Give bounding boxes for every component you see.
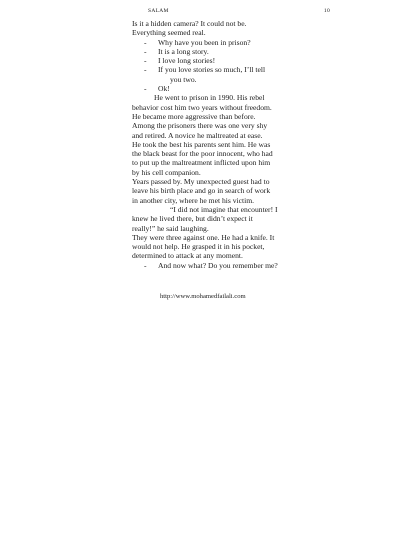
text-line: They were three against one. He had a knife. It	[132, 232, 275, 242]
dash-mark: -	[144, 46, 147, 56]
dialogue-text: And now what? Do you remember me?	[158, 260, 278, 270]
dialogue-continuation: you two.	[170, 74, 197, 84]
text-line: “I did not imagine that encounter! I	[170, 204, 278, 214]
dash-mark: -	[144, 84, 147, 94]
page-number: 10	[323, 8, 330, 14]
dash-mark: -	[144, 56, 147, 66]
text-line: would not help. He grasped it in his pocket,	[132, 242, 265, 252]
text-line: behavior cost him two years without freedom.	[132, 102, 272, 112]
dialogue-line	[132, 65, 315, 74]
running-header	[148, 8, 330, 18]
text-line: leave his birth place and go in search of work	[132, 186, 271, 196]
text-line: Everything seemed real.	[132, 28, 206, 38]
text-line: by his cell companion.	[132, 167, 201, 177]
text-line: He went to prison in 1990. His rebel	[154, 93, 265, 103]
text-line: to put up the maltreatment inflicted upon him	[132, 158, 271, 168]
dash-mark: -	[144, 65, 147, 75]
text-line: really!” he said laughing.	[132, 223, 209, 233]
dialogue-line	[132, 47, 315, 56]
dialogue-text: I love long stories!	[158, 56, 216, 66]
text-line: determined to attack at any moment.	[132, 251, 243, 261]
text-line: the black beast for the poor innocent, who had	[132, 149, 273, 159]
text-line: Among the prisoners there was one very shy	[132, 121, 268, 131]
dash-mark: -	[144, 260, 147, 270]
text-line: He became more aggressive than before.	[132, 111, 256, 121]
dialogue-line	[132, 261, 315, 270]
dialogue-line	[132, 56, 315, 65]
text-line: Years passed by. My unexpected guest had to	[132, 177, 270, 187]
text-line: knew he lived there, but didn’t expect it	[132, 214, 253, 224]
dash-mark: -	[144, 37, 147, 47]
dialogue-text: Why have you been in prison?	[158, 37, 251, 47]
dialogue-text: Ok!	[158, 84, 170, 94]
text-line: He took the best his parents sent him. He was	[132, 139, 271, 149]
text-line: in another city, where he met his victim.	[132, 195, 255, 205]
text-line: and retired. A novice he maltreated at ease.	[132, 130, 263, 140]
dialogue-line	[132, 84, 315, 93]
dialogue-text: If you love stories so much, I’ll tell	[158, 65, 266, 75]
page-body	[132, 19, 315, 270]
header-title: SALAM	[148, 8, 169, 14]
dialogue-line	[132, 38, 315, 47]
text-line: Is it a hidden camera? It could not be.	[132, 19, 247, 28]
footer-url: http://www.mohamedfailali.com	[160, 293, 246, 300]
dialogue-text: It is a long story.	[158, 46, 209, 56]
